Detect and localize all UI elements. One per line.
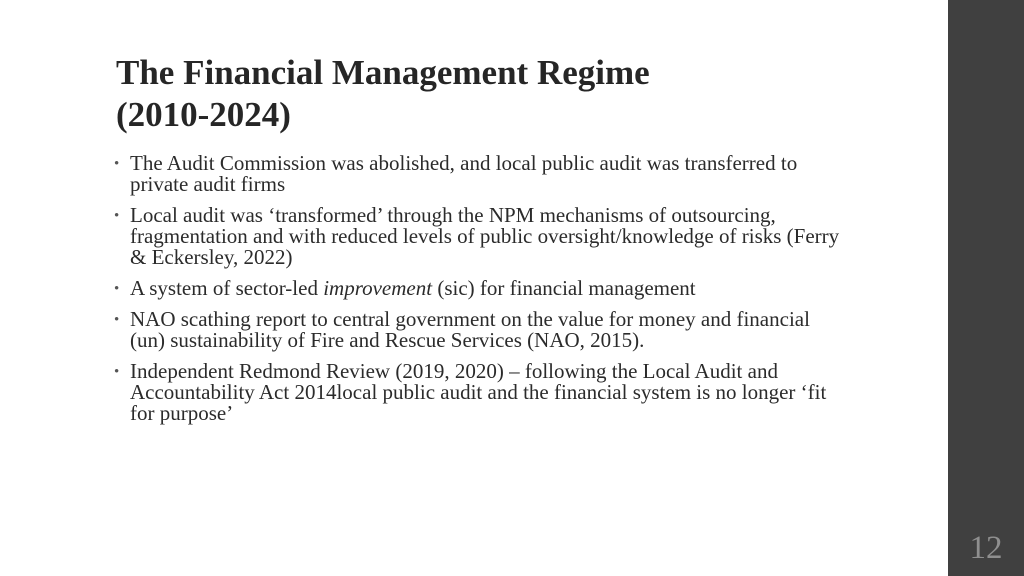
slide-title-line-1: The Financial Management Regime <box>116 53 650 92</box>
bullet-item-audit-commission <box>112 153 842 195</box>
bullet-icon: • <box>114 208 120 224</box>
bullet-text: The Audit Commission was abolished, and local public audit was transferred to private audit firms <box>130 151 798 196</box>
bullet-icon: • <box>114 156 120 172</box>
bullet-text-emphasis: improvement <box>323 276 433 300</box>
bullet-text: Independent Redmond Review (2019, 2020) – following the Local Audit and Accountability Act 2014local public audit and the financial system is no longer ‘fit for purpose’ <box>130 359 827 425</box>
bullet-item-local-audit-transformed <box>112 205 842 268</box>
slide-title-line-2: (2010-2024) <box>116 95 291 134</box>
bullet-icon: • <box>114 312 120 328</box>
bullet-list <box>112 153 842 434</box>
bullet-text: NAO scathing report to central government on the value for money and financial (un) sustainability of Fire and Rescue Services (NAO, 2015). <box>130 307 810 352</box>
bullet-text <box>130 276 696 300</box>
bullet-text-before: A system of sector-led <box>130 276 324 300</box>
slide-number: 12 <box>969 530 1003 566</box>
bullet-item-redmond-review <box>112 361 842 424</box>
bullet-text-after: (sic) for financial management <box>432 276 696 300</box>
bullet-icon: • <box>114 281 120 297</box>
slide-title <box>116 52 876 136</box>
side-bar <box>948 0 1024 576</box>
bullet-text: Local audit was ‘transformed’ through the NPM mechanisms of outsourcing, fragmentation and with reduced levels of public oversight/knowledge of risks (Ferry & Eckersley, 2022) <box>130 203 840 269</box>
bullet-icon: • <box>114 364 120 380</box>
bullet-item-sector-led-improvement <box>112 278 842 299</box>
bullet-item-nao-report <box>112 309 842 351</box>
